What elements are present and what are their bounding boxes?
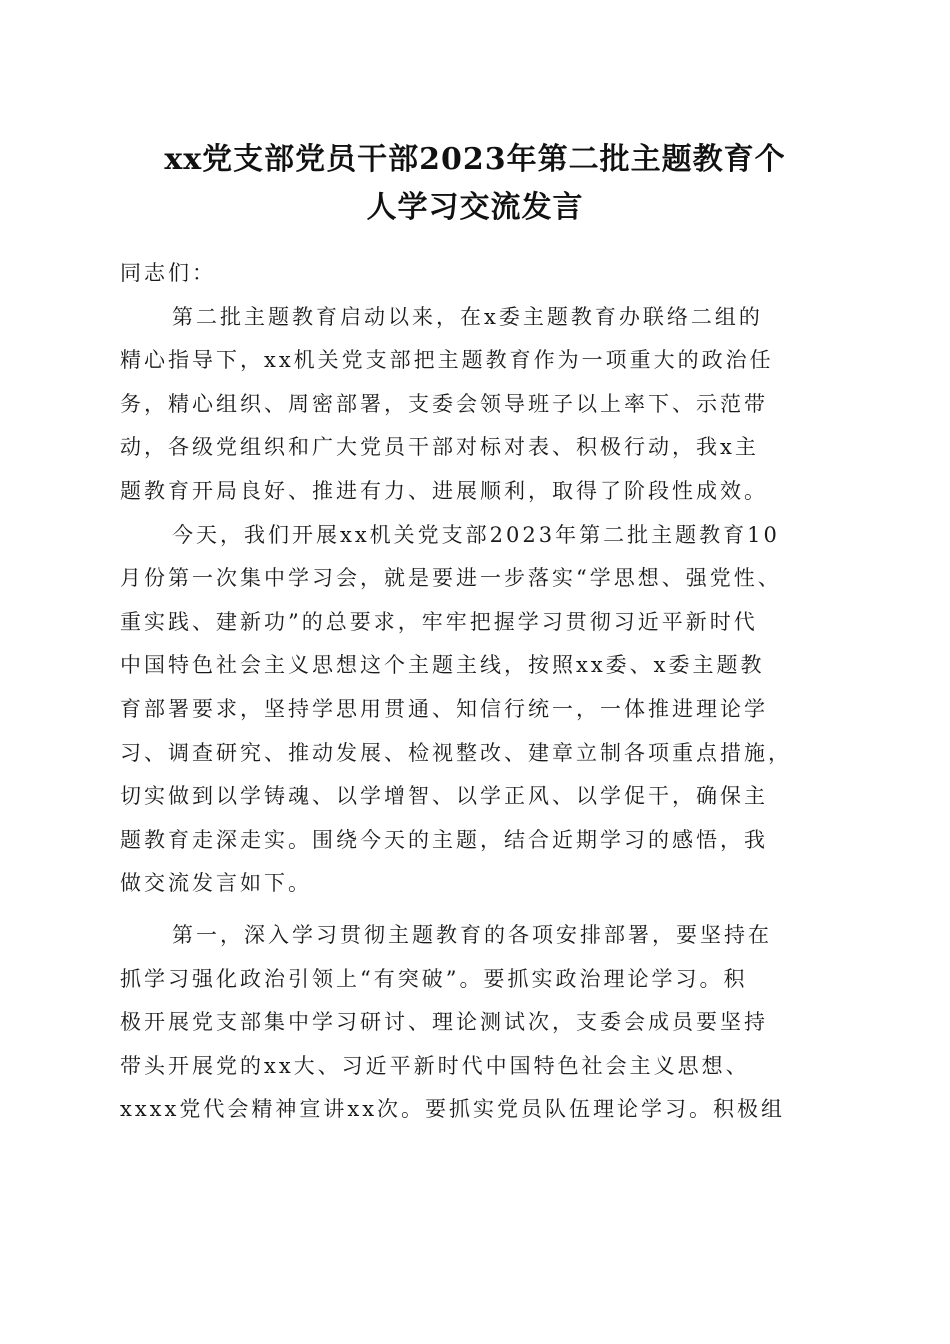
text-line: 习、调查研究、推动发展、检视整改、建章立制各项重点措施， (120, 740, 792, 765)
text-line: 第二批主题教育启动以来，在x委主题教育办联络二组的 (172, 304, 763, 329)
text-line: 题教育开局良好、推进有力、进展顺利，取得了阶段性成效。 (120, 478, 768, 503)
text-line: 月份第一次集中学习会，就是要进一步落实“学思想、强党性、 (120, 566, 782, 591)
text-line: 务，精心组织、周密部署，支委会领导班子以上率下、示范带 (120, 391, 768, 416)
salutation: 同志们： (120, 261, 216, 285)
document-body (120, 252, 840, 1132)
text-line: 第一，深入学习贯彻主题教育的各项安排部署，要坚持在 (172, 922, 772, 947)
paragraph-2 (120, 514, 840, 906)
text-line: 带头开展党的xx大、习近平新时代中国特色社会主义思想、 (120, 1053, 750, 1078)
text-line: 题教育走深走实。围绕今天的主题，结合近期学习的感悟，我 (120, 827, 768, 852)
text-line: 育部署要求，坚持学思用贯通、知信行统一，一体推进理论学 (120, 696, 768, 721)
paragraph-spacer (120, 906, 840, 914)
text-line: 做交流发言如下。 (120, 871, 312, 896)
text-line: xxxx党代会精神宣讲xx次。要抓实党员队伍理论学习。积极组 (120, 1097, 786, 1122)
text-line: 今天，我们开展xx机关党支部2023年第二批主题教育10 (172, 522, 780, 547)
document-title (100, 136, 850, 232)
text-line: 抓学习强化政治引领上“有突破”。要抓实政治理论学习。积 (120, 966, 748, 991)
text-line: 动，各级党组织和广大党员干部对标对表、积极行动，我x主 (120, 435, 759, 460)
paragraph-3 (120, 914, 840, 1132)
title-line: xx党支部党员干部2023年第二批主题教育个 (164, 142, 786, 177)
text-line: 中国特色社会主义思想这个主题主线，按照xx委、x委主题教 (120, 653, 765, 678)
text-line: 极开展党支部集中学习研讨、理论测试次，支委会成员要坚持 (120, 1010, 768, 1035)
text-line: 精心指导下，xx机关党支部把主题教育作为一项重大的政治任 (120, 348, 774, 373)
text-line: 重实践、建新功”的总要求，牢牢把握学习贯彻习近平新时代 (120, 609, 758, 634)
text-line: 切实做到以学铸魂、以学增智、以学正风、以学促干，确保主 (120, 784, 768, 809)
title-line: 人学习交流发言 (366, 190, 584, 225)
paragraph-1 (120, 296, 840, 514)
